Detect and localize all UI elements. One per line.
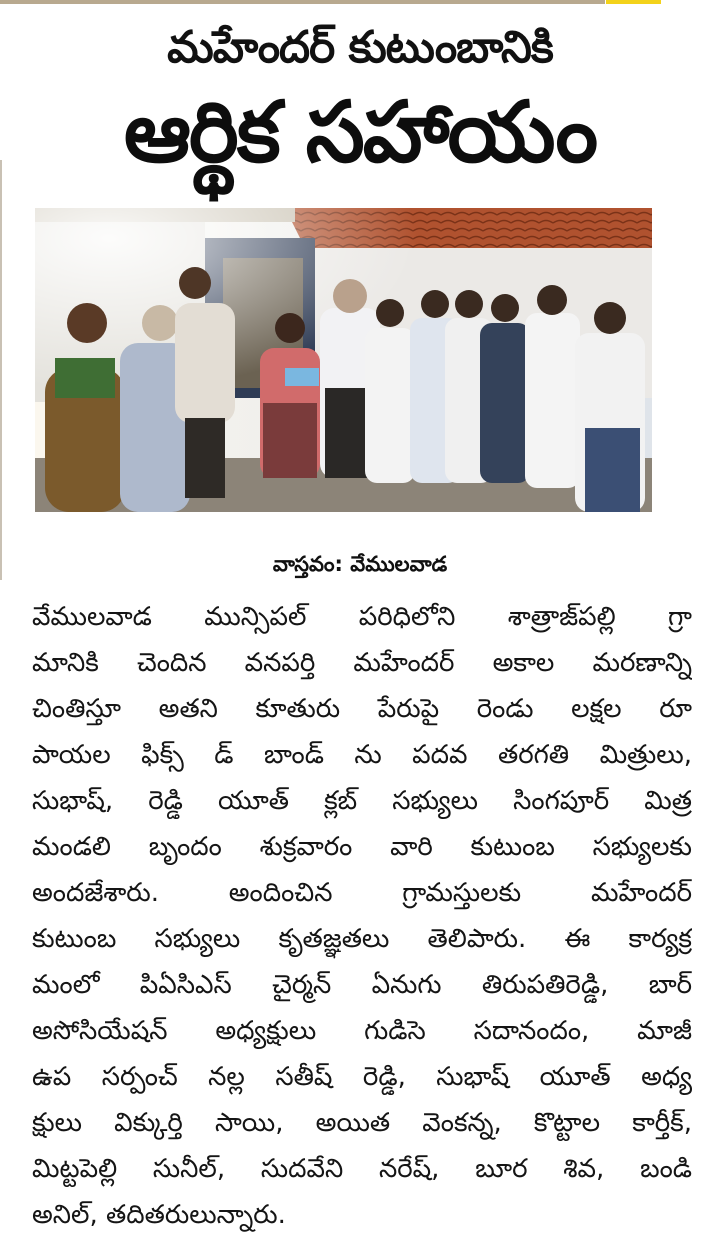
body-line: అనిల్, తదితరులున్నారు. (32, 1200, 286, 1230)
column-divider (0, 160, 2, 580)
top-accent-bar (606, 0, 661, 4)
body-line: చింతిస్తూ అతని కూతురు పేరుపై రెండు లక్షల రూ (32, 694, 692, 724)
article-body (32, 594, 692, 1238)
body-line: సుభాష్, రెడ్డి యూత్ క్లబ్ సభ్యులు సింగపూర్ మిత్ర (32, 786, 692, 816)
body-line: వేములవాడ మున్సిపల్ పరిధిలోని శాత్రాజ్‌పల్లి గ్రా (32, 602, 692, 632)
body-line: అందజేశారు. అందించిన గ్రామస్తులకు మహేందర్ (32, 878, 692, 908)
article-kicker: మహేందర్ కుటుంబానికి (167, 22, 553, 73)
body-line: పాయల ఫిక్స్ డ్ బాండ్ ను పదవ తరగతి మిత్రులు, (32, 740, 692, 770)
body-line: మానికి చెందిన వనపర్తి మహేందర్ అకాల మరణాన్ని (32, 648, 692, 678)
body-line: కుటుంబ సభ్యులు కృతజ్ఞతలు తెలిపారు. ఈ కార్యక్ర (32, 924, 692, 954)
top-rule (0, 0, 605, 4)
body-line: మంలో పిఏసిఎస్ చైర్మన్ ఏనుగు తిరుపతిరెడ్డి, బార్ (32, 970, 692, 1000)
body-line: అసోసియేషన్ అధ్యక్షులు గుడిసె సదానందం, మాజీ (32, 1016, 692, 1046)
body-line: మిట్టపెల్లి సునీల్, సుదవేని నరేష్, బూర శివ, బండి (32, 1154, 692, 1184)
news-photo (35, 208, 652, 512)
article-headline: ఆర్థిక సహాయం (123, 83, 597, 181)
body-line: మండలి బృందం శుక్రవారం వారి కుటుంబ సభ్యులకు (32, 832, 692, 862)
body-line: క్షులు విక్కుర్తి సాయి, అయిత వెంకన్న, కొట్టాల కార్తీక్, (32, 1108, 692, 1138)
body-line: ఉప సర్పంచ్ నల్ల సతీష్ రెడ్డి, సుభాష్ యూత్ అధ్య (32, 1062, 692, 1092)
article-dateline: వాస్తవం: వేములవాడ (272, 552, 448, 576)
